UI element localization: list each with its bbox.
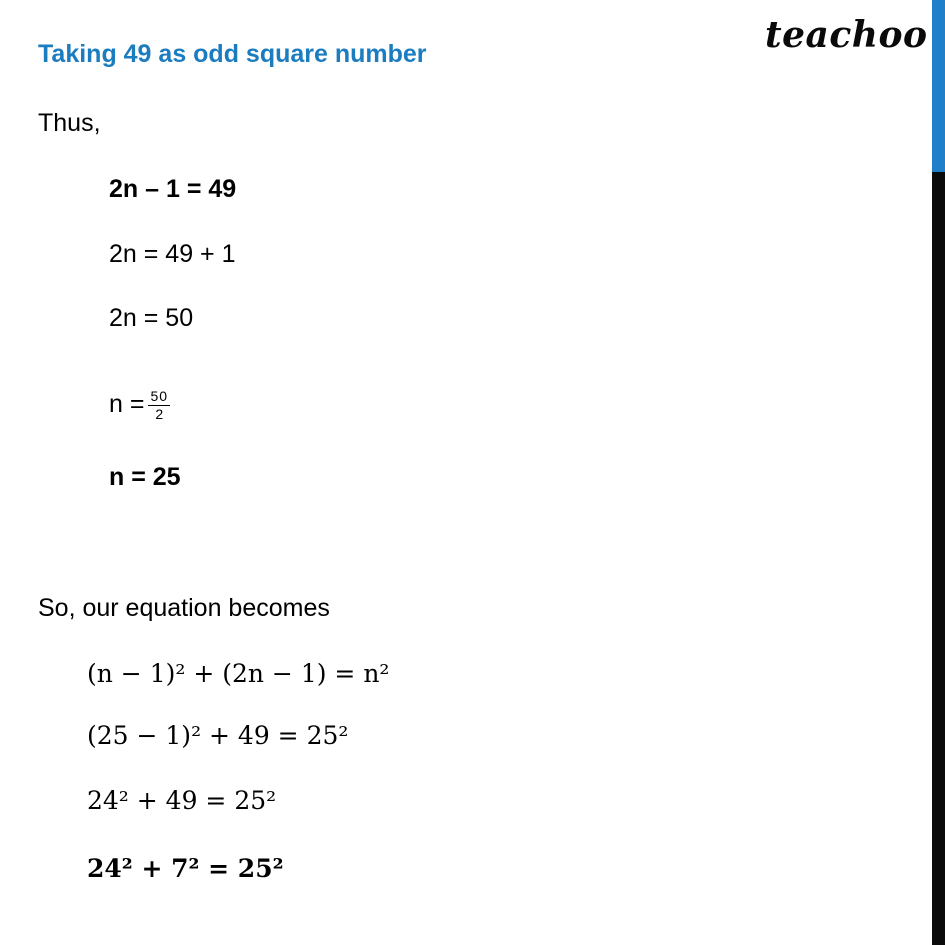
scrollbar-thumb[interactable] [932,0,945,172]
step-4-prefix: n = [109,390,145,419]
equation-2: (25 − 1)² + 49 = 25² [87,721,349,750]
step-equation-5: n = 25 [109,463,181,491]
fraction [148,388,170,423]
equation-3: 24² + 49 = 25² [87,786,277,815]
teachoo-logo: teachoo [765,14,928,56]
fraction-denominator: 2 [155,406,164,422]
step-equation-1: 2n – 1 = 49 [109,175,237,203]
step-equation-4 [109,388,170,423]
step-equation-3: 2n = 50 [109,304,194,332]
scrollbar[interactable] [932,0,945,945]
equation-4: 24² + 7² = 25² [87,854,284,883]
fraction-numerator: 50 [150,388,169,404]
section-heading: Taking 49 as odd square number [38,40,427,68]
step-equation-2: 2n = 49 + 1 [109,240,236,268]
equation-1: (n − 1)² + (2n − 1) = n² [87,659,390,688]
conclusion-text: So, our equation becomes [38,594,330,622]
thus-text: Thus, [38,109,101,137]
